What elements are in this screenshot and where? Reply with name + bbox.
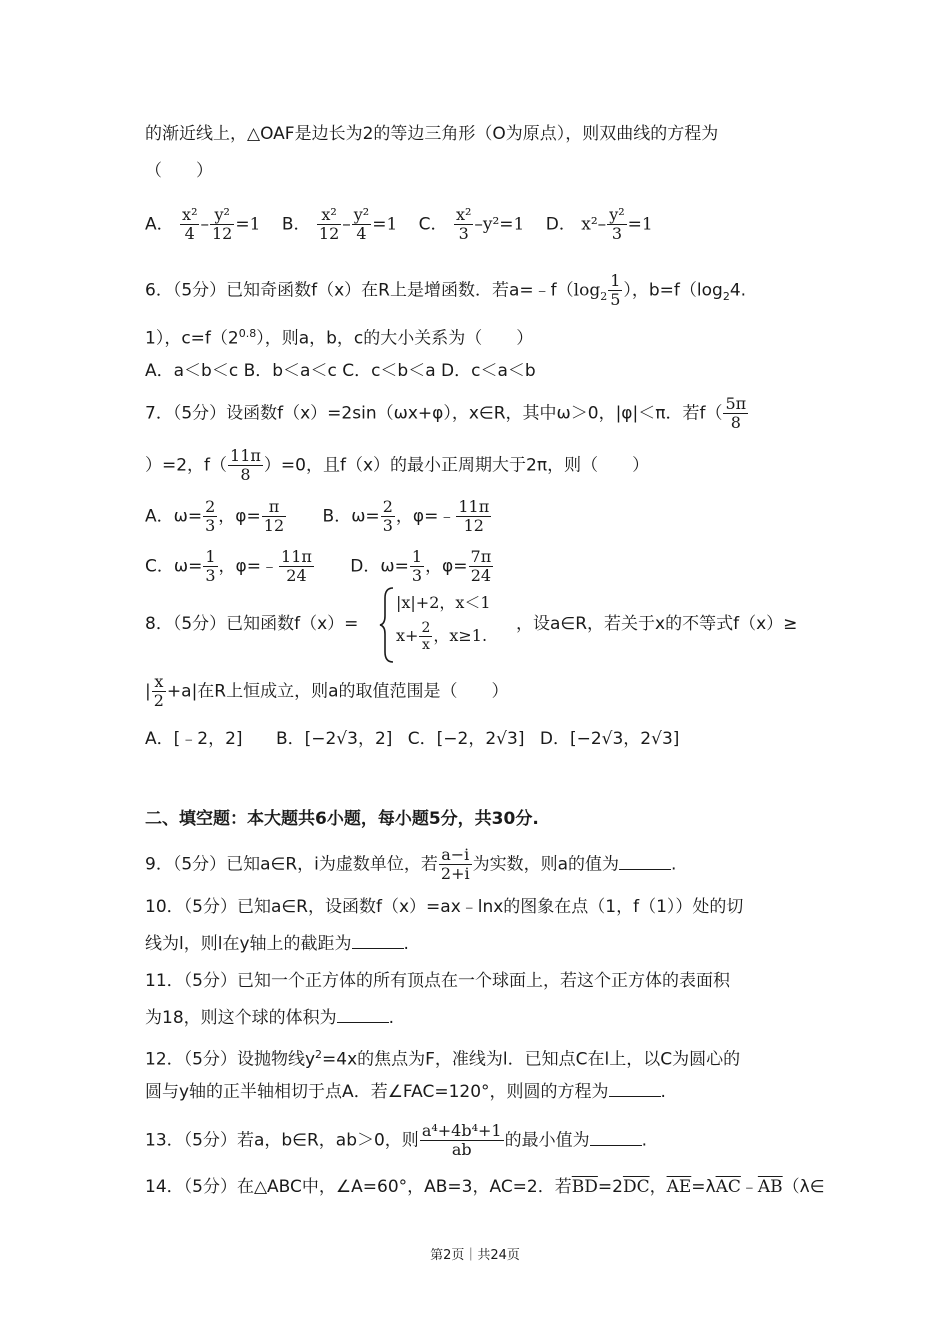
q8-options bbox=[145, 727, 695, 751]
vector-bd: $\overline{BD}$ bbox=[571, 1177, 598, 1197]
q7-line2: ）=2，f（ $\frac{11\pi}{8}$ ）=0，且f（x）的最小正周期大于2π，则（ ） bbox=[145, 446, 650, 484]
answer-blank[interactable] bbox=[590, 1129, 642, 1146]
q6-line1: 6．（5分）已知奇函数f（x）在R上是增函数．若$a=﹣f(\log_2$ $\frac{1}{5}$ ），$b=f(\log_24$. bbox=[145, 271, 747, 309]
section-heading: 二、填空题：本大题共6小题，每小题5分，共30分. bbox=[145, 809, 539, 829]
q14-line: 14．（5分）在△ABC中，∠A=60°，AB=3，AC=2．若$\overline{BD}=2\overline{DC}$，$\overline{AE}=\lambda\overline{AC}﹣\overline{AB}(\lambda\in$ bbox=[145, 1177, 825, 1197]
q11-line1: 11．（5分）已知一个正方体的所有顶点在一个球面上，若这个正方体的表面积 bbox=[145, 971, 730, 991]
vector-ae: $\overline{AE}$ bbox=[666, 1177, 692, 1197]
piecewise-brace bbox=[378, 586, 396, 664]
q6-options: A．a＜b＜c B．b＜a＜c C．c＜b＜a D．c＜a＜b bbox=[145, 361, 536, 381]
q8-option-a: A．[﹣2，2] bbox=[145, 729, 243, 749]
vector-ac: $\overline{AC}$ bbox=[715, 1177, 741, 1197]
piecewise-case-1: |x|+2，x＜1 bbox=[396, 593, 491, 612]
q7-option-a: A．ω= $\frac{2}{3}$ ，φ= $\frac{\pi}{12}$ bbox=[145, 497, 285, 535]
q7-option-c: C．ω= $\frac{1}{3}$ ，φ=﹣ $\frac{11\pi}{24}$ bbox=[145, 547, 312, 585]
q5-line2: （ ） bbox=[145, 161, 213, 181]
answer-blank[interactable] bbox=[609, 1080, 661, 1097]
answer-blank[interactable] bbox=[619, 853, 671, 870]
q11-line2: 为18，则这个球的体积为 . bbox=[145, 1008, 395, 1028]
vector-dc: $\overline{DC}$ bbox=[622, 1177, 650, 1197]
q12-line1: 12．（5分）设抛物线$y^2=4x$的焦点为F，准线为l．已知点C在l上，以C为圆心的 bbox=[145, 1048, 741, 1070]
answer-blank[interactable] bbox=[352, 932, 404, 949]
q5-option-b: B． $\frac{\text{x²}}{12}$ – $\frac{\text{y²}}{4}$ =1 bbox=[281, 205, 398, 243]
q7-line1: 7．（5分）设函数f（x）=2sin（ωx+φ），x∈R，其中ω＞0，|φ|＜π．若f（ $\frac{5\pi}{8}$ bbox=[145, 394, 747, 432]
q5-option-d: D． x²– $\frac{\text{y²}}{3}$ =1 bbox=[545, 205, 653, 243]
q5-line1: 的渐近线上，△OAF是边长为2的等边三角形（O为原点），则双曲线的方程为 bbox=[145, 124, 719, 144]
q5-option-c: C． $\frac{\text{x²}}{3}$ –y²=1 bbox=[418, 205, 525, 243]
q7-options-cd bbox=[145, 548, 510, 585]
q8-line1-start: 8．（5分）已知函数f（x）= bbox=[145, 614, 359, 634]
q7-option-d: D．ω= $\frac{1}{3}$ ，φ= $\frac{7\pi}{24}$ bbox=[350, 547, 492, 585]
q7-option-b: B．ω= $\frac{2}{3}$ ，φ=﹣ $\frac{11\pi}{12}$ bbox=[322, 497, 490, 535]
piecewise-case-2: x+ $\frac{2}{x}$ ，x≥1. bbox=[396, 620, 488, 653]
q5-options bbox=[145, 206, 669, 243]
q8-option-b: B．[−2√3，2] bbox=[275, 729, 393, 749]
q10-line1: 10．（5分）已知a∈R，设函数f（x）=ax﹣lnx的图象在点（1，f（1））处的切 bbox=[145, 897, 744, 917]
q6-line2: 1），$c=f(2^{0.8})$，则a，b，c的大小关系为（ ） bbox=[145, 327, 534, 349]
q7-options-ab bbox=[145, 498, 508, 535]
answer-blank[interactable] bbox=[337, 1006, 389, 1023]
q8-option-d: D．[−2√3，2√3] bbox=[539, 729, 680, 749]
q5-option-a: A． $\frac{\text{x²}}{4}$ – $\frac{\text{y²}}{12}$ =1 bbox=[145, 205, 261, 243]
q9-line: 9．（5分）已知a∈R，i为虚数单位，若 $\frac{a-i}{2+i}$ 为实数，则a的值为 . bbox=[145, 845, 677, 883]
q8-option-c: C．[−2，2√3] bbox=[407, 729, 525, 749]
q12-line2: 圆与y轴的正半轴相切于点A．若∠FAC=120°，则圆的方程为 . bbox=[145, 1082, 666, 1102]
q10-line2: 线为l，则l在y轴上的截距为 . bbox=[145, 934, 409, 954]
q8-line2: | $\frac{x}{2}$ +a|在R上恒成立，则a的取值范围是（ ） bbox=[145, 672, 509, 710]
q13-line: 13．（5分）若a，b∈R，ab＞0，则 $\frac{\text{a⁴+4b⁴+1}}{ab}$ 的最小值为 . bbox=[145, 1121, 647, 1159]
q8-line1-end: ，设a∈R，若关于x的不等式f（x）≥ bbox=[516, 614, 798, 634]
vector-ab: $\overline{AB}$ bbox=[757, 1177, 783, 1197]
page-footer: 第2页｜共24页 bbox=[430, 1248, 520, 1263]
